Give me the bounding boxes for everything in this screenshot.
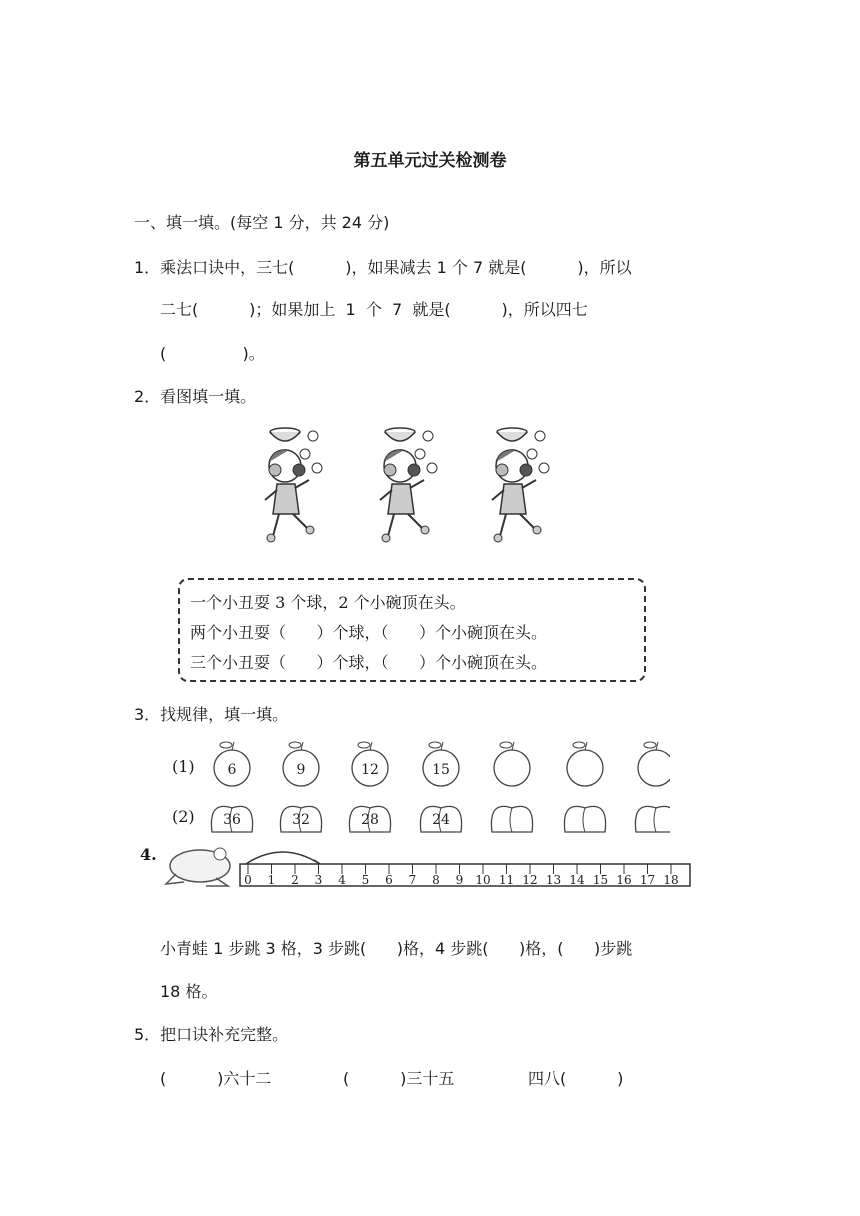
fruit-pattern	[200, 738, 670, 838]
box-line-1: 一个小丑耍 3 个球，2 个小碗顶在头。	[190, 593, 466, 612]
apple-5	[494, 742, 530, 786]
ruler-tick-label: 10	[475, 873, 491, 887]
apple-value: 6	[227, 762, 237, 778]
q5-item-1: ( )六十二	[160, 1069, 272, 1088]
ruler-tick-label: 6	[385, 873, 393, 887]
peach-2	[280, 806, 321, 832]
apple-1	[214, 742, 250, 786]
q5-item-2: ( )三十五	[343, 1069, 455, 1088]
peach-4	[420, 806, 461, 832]
ruler-tick-label: 4	[338, 873, 346, 887]
box-line-3: 三个小丑耍（ ）个球，（ ）个小碗顶在头。	[190, 653, 548, 672]
ruler-tick-label: 7	[408, 873, 417, 887]
apple-value: 9	[296, 762, 306, 778]
jump-arc	[246, 852, 320, 864]
q4-line2: 18 格。	[160, 982, 218, 1001]
ruler-tick-label: 18	[663, 873, 679, 887]
q1-line1: 1．乘法口诀中，三七( )，如果减去 1 个 7 就是( )，所以	[134, 258, 632, 277]
row1-label: (1)	[172, 757, 195, 776]
peach-value: 36	[223, 812, 241, 828]
apple-value: 12	[361, 762, 379, 778]
q2-heading: 2．看图填一填。	[134, 387, 257, 406]
peach-value: 32	[292, 812, 310, 828]
row2-label: (2)	[172, 807, 195, 826]
q1-line3: ( )。	[160, 344, 265, 363]
apple-2	[283, 742, 319, 786]
q5-heading: 5．把口诀补充完整。	[134, 1025, 289, 1044]
apple-3	[352, 742, 388, 786]
apple-value: 15	[432, 762, 450, 778]
ruler-tick-label: 16	[616, 873, 632, 887]
section-heading: 一、填一填。(每空 1 分，共 24 分)	[134, 213, 390, 232]
ruler-tick-label: 12	[522, 873, 538, 887]
apple-7	[638, 742, 670, 786]
q1-line2: 二七( )；如果加上 1 个 7 就是( )，所以四七	[160, 300, 588, 319]
clowns-illustration	[250, 420, 570, 545]
ruler-tick-label: 1	[267, 873, 276, 887]
peach-6	[564, 806, 605, 832]
apple-4	[423, 742, 459, 786]
peach-1	[211, 806, 252, 832]
page-title: 第五单元过关检测卷	[353, 151, 507, 171]
ruler-tick-label: 3	[314, 873, 323, 887]
q4-line1: 小青蛙 1 步跳 3 格，3 步跳( )格，4 步跳( )格，( )步跳	[160, 939, 633, 958]
q3-heading: 3．找规律，填一填。	[134, 705, 289, 724]
peach-5	[491, 806, 532, 832]
q4-label: 4.	[140, 845, 157, 864]
ruler-tick-label: 11	[498, 873, 515, 887]
ruler-tick-label: 9	[455, 873, 464, 887]
frog-ruler	[160, 836, 700, 890]
q5-item-3: 四八( )	[528, 1069, 624, 1088]
peach-3	[349, 806, 390, 832]
apple-6	[567, 742, 603, 786]
ruler-tick-label: 5	[361, 873, 370, 887]
ruler-tick-label: 0	[244, 873, 252, 887]
ruler-tick-label: 17	[639, 873, 656, 887]
peach-7	[635, 806, 670, 832]
frog-icon	[166, 848, 230, 886]
ruler-tick-label: 14	[569, 873, 585, 887]
ruler-tick-label: 8	[432, 873, 440, 887]
box-line-2: 两个小丑耍（ ）个球，（ ）个小碗顶在头。	[190, 623, 548, 642]
peach-value: 28	[361, 812, 379, 828]
info-box	[178, 578, 646, 682]
ruler-tick-label: 15	[592, 873, 609, 887]
ruler-tick-label: 13	[545, 873, 562, 887]
peach-value: 24	[432, 812, 450, 828]
ruler-tick-label: 2	[291, 873, 299, 887]
